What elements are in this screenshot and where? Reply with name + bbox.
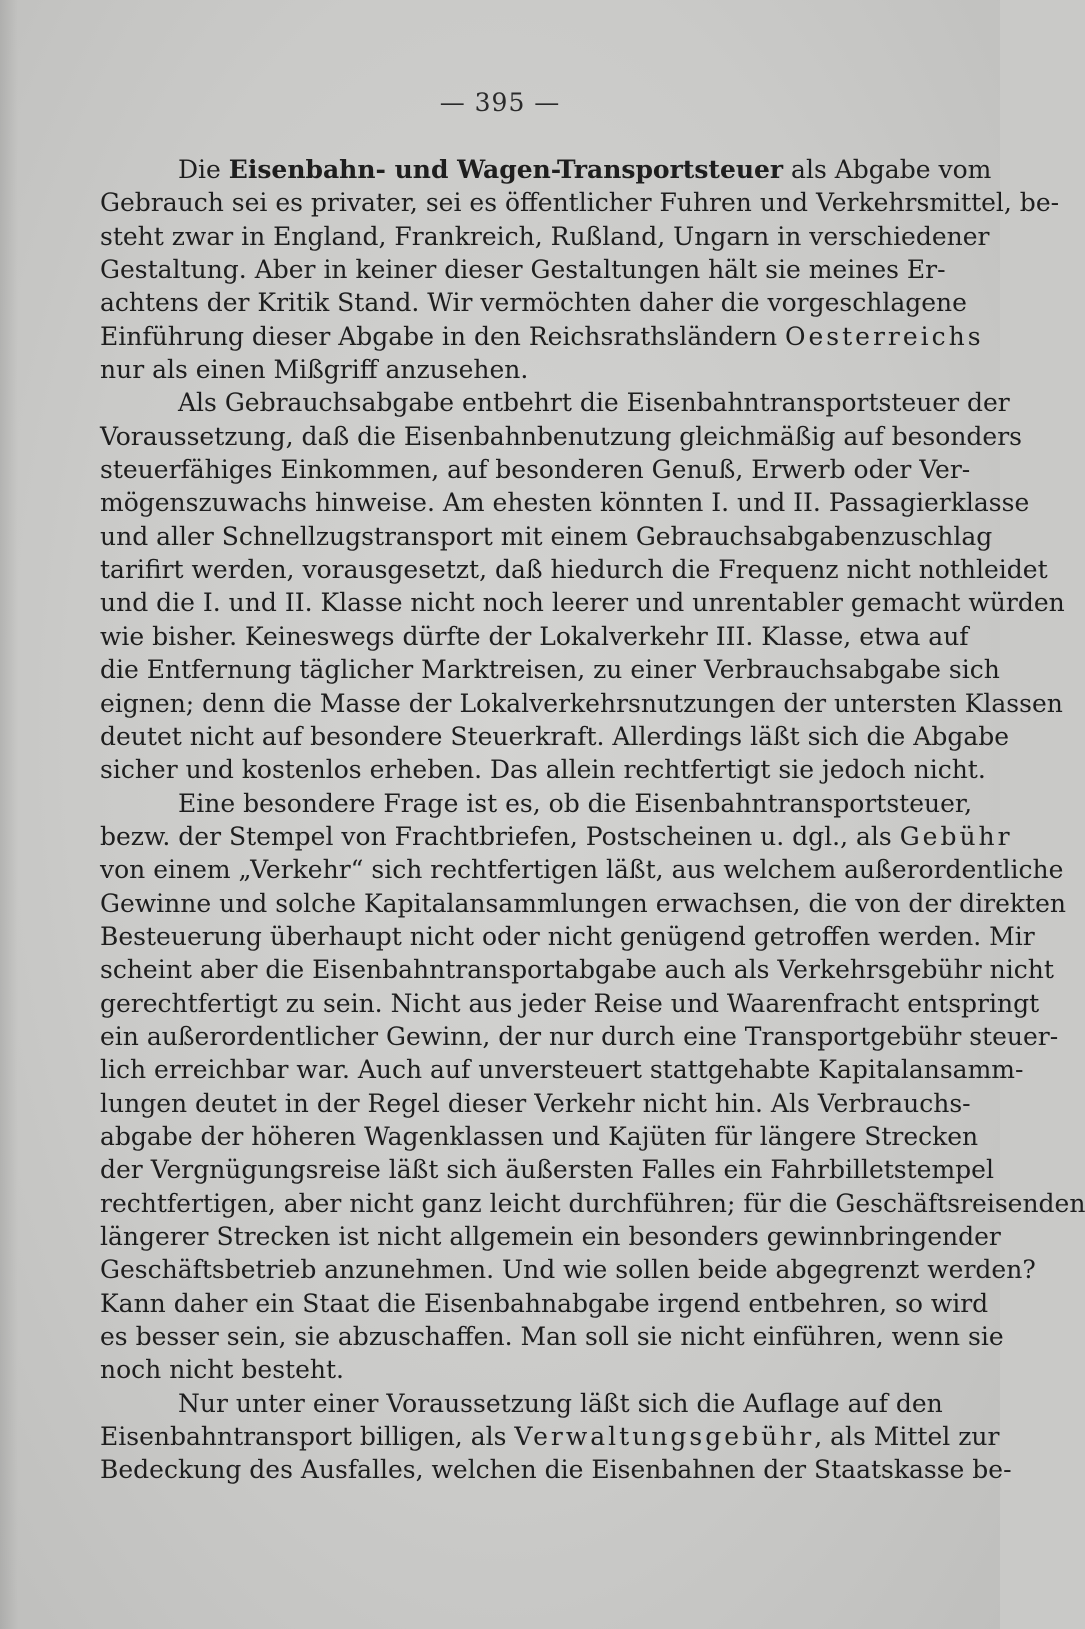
- text-line: [100, 687, 1063, 720]
- spaced-term: Gebühr: [899, 821, 1013, 851]
- text-line: [100, 1420, 1000, 1453]
- text-segment: Gebrauch sei es privater, sei es öffentlicher Fuhren und Verkehrsmittel, be-: [100, 188, 1060, 218]
- text-segment: Eisenbahntransport billigen, als: [100, 1422, 515, 1452]
- text-line: [100, 520, 993, 553]
- text-line: [100, 720, 1010, 753]
- text-line: [100, 1020, 1059, 1053]
- text-segment: nur als einen Mißgriff anzusehen.: [100, 355, 529, 385]
- text-segment: rechtfertigen, aber nicht ganz leicht durchführen; für die Geschäftsreisenden: [100, 1188, 1085, 1218]
- text-segment: die Entfernung täglicher Marktreisen, zu einer Verbrauchsabgabe sich: [100, 655, 1000, 685]
- text-line: [100, 820, 1013, 853]
- text-segment: als Abgabe vom: [783, 155, 992, 184]
- text-line: [100, 1253, 1036, 1286]
- text-line: [100, 386, 1010, 419]
- bold-term: Eisenbahn- und Wagen-Transportsteuer: [228, 155, 784, 184]
- text-segment: Kann daher ein Staat die Eisenbahnabgabe irgend entbehren, so wird: [100, 1288, 989, 1318]
- text-line: [100, 1153, 994, 1186]
- text-line: [100, 787, 973, 820]
- text-segment: sicher und kostenlos erheben. Das allein rechtfertigt sie jedoch nicht.: [100, 755, 986, 785]
- text-segment: von einem „Verkehr“ sich rechtfertigen läßt, aus welchem außerordentliche: [100, 855, 1064, 885]
- text-line: [100, 253, 946, 286]
- text-line: [100, 353, 915, 386]
- text-line: [100, 1353, 915, 1386]
- text-segment: Einführung dieser Abgabe in den Reichsrathsländern: [100, 321, 785, 351]
- text-line: [100, 486, 1030, 519]
- text-segment: und aller Schnellzugstransport mit einem Gebrauchsabgabenzuschlag: [100, 521, 993, 551]
- text-line: [100, 220, 990, 253]
- text-segment: der Vergnügungsreise läßt sich äußersten Falles ein Fahrbilletstempel: [100, 1155, 994, 1185]
- text-segment: ein außerordentlicher Gewinn, der nur durch eine Transportgebühr steuer-: [100, 1021, 1059, 1051]
- text-segment: steht zwar in England, Frankreich, Rußland, Ungarn in verschiedener: [100, 221, 990, 251]
- text-line: [100, 420, 1022, 453]
- text-segment: Geschäftsbetrieb anzunehmen. Und wie sollen beide abgegrenzt werden?: [100, 1255, 1036, 1285]
- text-segment: Besteuerung überhaupt nicht oder nicht genügend getroffen werden. Mir: [100, 921, 1035, 951]
- text-line: [100, 186, 1060, 219]
- text-segment: bezw. der Stempel von Frachtbriefen, Postscheinen u. dgl., als: [100, 821, 900, 851]
- text-segment: deutet nicht auf besondere Steuerkraft. Allerdings läßt sich die Abgabe: [100, 721, 1010, 751]
- text-segment: tarifirt werden, vorausgesetzt, daß hiedurch die Frequenz nicht nothleidet: [100, 555, 1048, 585]
- text-line: [100, 1287, 989, 1320]
- text-line: [100, 653, 1000, 686]
- text-segment: Eine besondere Frage ist es, ob die Eisenbahntransportsteuer,: [178, 788, 973, 818]
- text-line: [100, 1087, 971, 1120]
- text-segment: Gestaltung. Aber in keiner dieser Gestaltungen hält sie meines Er-: [100, 255, 946, 285]
- text-segment: noch nicht besteht.: [100, 1355, 344, 1385]
- text-segment: lich erreichbar war. Auch auf unversteuert stattgehabte Kapitalansamm-: [100, 1055, 1024, 1085]
- text-segment: mögenszuwachs hinweise. Am ehesten könnten I. und II. Passagierklasse: [100, 488, 1030, 518]
- text-segment: wie bisher. Keineswegs dürfte der Lokalverkehr III. Klasse, etwa auf: [100, 621, 969, 651]
- text-segment: , als Mittel zur: [814, 1422, 1000, 1452]
- text-line: [100, 887, 1066, 920]
- spaced-term: Verwaltungsgebühr: [514, 1422, 815, 1452]
- text-segment: Die: [178, 155, 229, 184]
- spine-shadow: [0, 0, 18, 1629]
- text-line: [100, 620, 969, 653]
- text-segment: scheint aber die Eisenbahntransportabgabe auch als Verkehrsgebühr nicht: [100, 955, 1054, 985]
- spaced-term: Oesterreichs: [785, 321, 984, 351]
- text-line: [100, 553, 1048, 586]
- text-segment: gerechtfertigt zu sein. Nicht aus jeder Reise und Waarenfracht entspringt: [100, 988, 1040, 1018]
- text-line: [100, 320, 984, 353]
- text-segment: eignen; denn die Masse der Lokalverkehrsnutzungen der untersten Klassen: [100, 688, 1063, 718]
- text-segment: Voraussetzung, daß die Eisenbahnbenutzung gleichmäßig auf besonders: [100, 421, 1022, 451]
- body-text: [100, 153, 1085, 1487]
- text-segment: und die I. und II. Klasse nicht noch leerer und unrentabler gemacht würden: [100, 588, 1065, 618]
- text-line: [100, 920, 1035, 953]
- text-segment: steuerfähiges Einkommen, auf besonderen Genuß, Erwerb oder Ver-: [100, 455, 971, 485]
- text-line: [100, 853, 1064, 886]
- text-segment: Nur unter einer Voraussetzung läßt sich die Auflage auf den: [178, 1388, 943, 1418]
- text-line: [100, 1120, 979, 1153]
- text-segment: es besser sein, sie abzuschaffen. Man soll sie nicht einführen, wenn sie: [100, 1322, 1004, 1352]
- text-segment: lungen deutet in der Regel dieser Verkehr nicht hin. Als Verbrauchs-: [100, 1088, 971, 1118]
- text-line: [100, 1453, 1012, 1486]
- text-line: [100, 1387, 943, 1420]
- text-line: [100, 987, 1040, 1020]
- text-segment: Gewinne und solche Kapitalansammlungen erwachsen, die von der direkten: [100, 888, 1066, 918]
- text-line: [100, 1053, 1024, 1086]
- text-line: [100, 153, 992, 186]
- text-line: [100, 753, 986, 786]
- text-line: [100, 953, 1054, 986]
- text-line: [100, 586, 1065, 619]
- text-line: [100, 453, 971, 486]
- text-segment: abgabe der höheren Wagenklassen und Kajüten für längere Strecken: [100, 1121, 979, 1151]
- text-line: [100, 286, 967, 319]
- text-line: [100, 1320, 1004, 1353]
- text-segment: längerer Strecken ist nicht allgemein ein besonders gewinnbringender: [100, 1222, 1001, 1251]
- page-number: — 395 —: [439, 88, 561, 117]
- text-segment: achtens der Kritik Stand. Wir vermöchten daher die vorgeschlagene: [100, 288, 967, 318]
- text-line: [100, 1187, 1085, 1220]
- text-segment: Als Gebrauchsabgabe entbehrt die Eisenbahntransportsteuer der: [178, 388, 1010, 418]
- text-line: [100, 1220, 1001, 1253]
- text-segment: Bedeckung des Ausfalles, welchen die Eisenbahnen der Staatskasse be-: [100, 1455, 1012, 1485]
